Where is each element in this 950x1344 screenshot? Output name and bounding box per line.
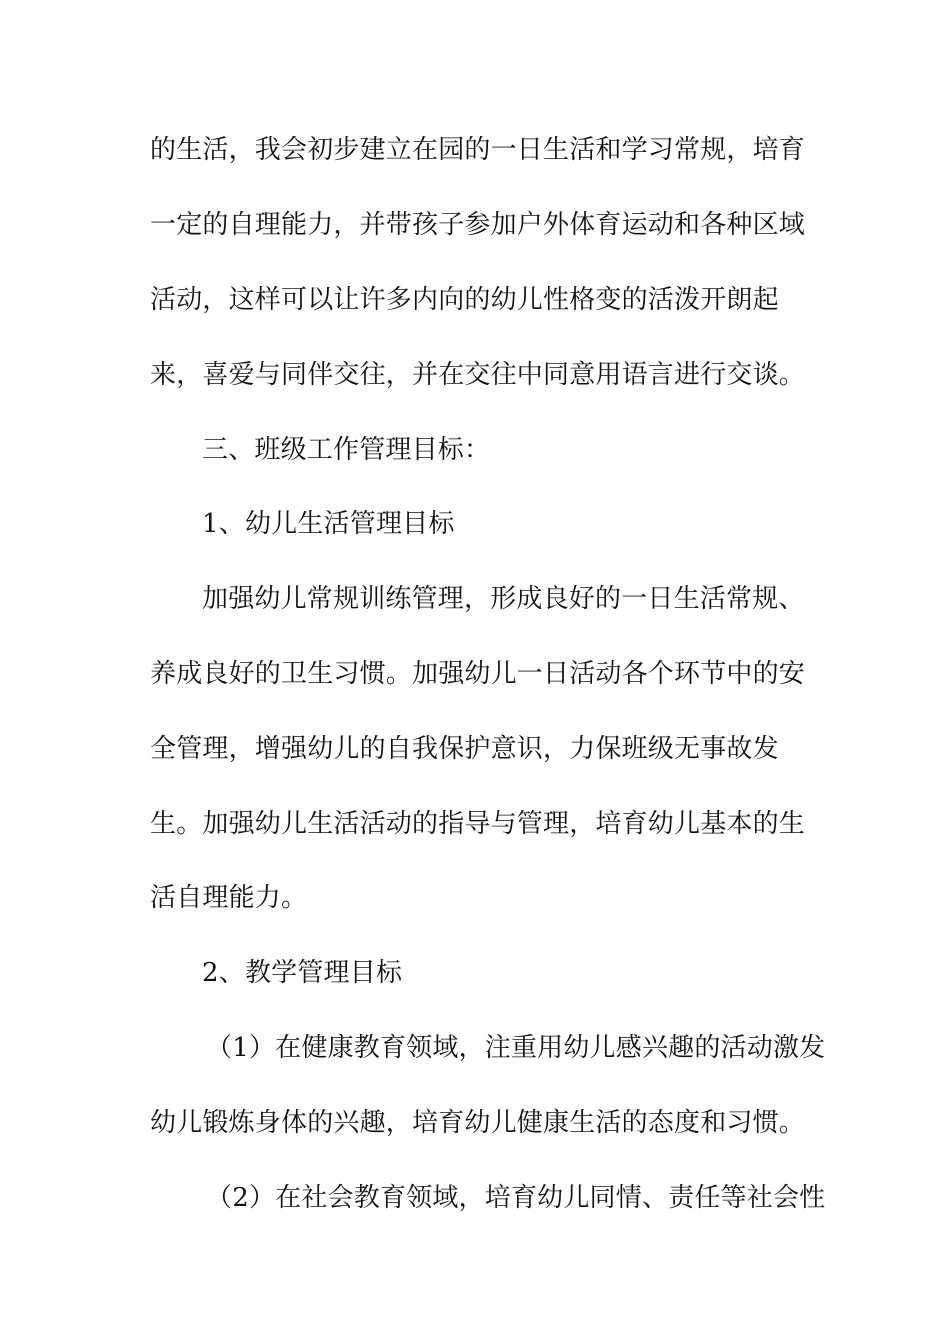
text-line: 全管理，增强幼儿的自我保护意识，力保班级无事故发 bbox=[150, 734, 779, 764]
text-line: 活动，这样可以让许多内向的幼儿性格变的活泼开朗起 bbox=[150, 285, 779, 315]
text-line: 一定的自理能力，并带孩子参加户外体育运动和各种区域 bbox=[150, 210, 806, 240]
text-line: 养成良好的卫生习惯。加强幼儿一日活动各个环节中的安 bbox=[150, 659, 806, 689]
text-line: 幼儿锻炼身体的兴趣，培育幼儿健康生活的态度和习惯。 bbox=[150, 1108, 806, 1138]
text-line: 的生活，我会初步建立在园的一日生活和学习常规，培育 bbox=[150, 135, 806, 165]
text-line: 来，喜爱与同伴交往，并在交往中同意用语言进行交谈。 bbox=[150, 360, 806, 390]
text-line: （2）在社会教育领域，培育幼儿同情、责任等社会性 bbox=[206, 1183, 826, 1213]
subsection-heading: 1、幼儿生活管理目标 bbox=[202, 509, 455, 539]
text-line: 活自理能力。 bbox=[150, 883, 308, 913]
text-line: 加强幼儿常规训练管理，形成良好的一日生活常规、 bbox=[202, 584, 805, 614]
text-line: 生。加强幼儿生活活动的指导与管理，培育幼儿基本的生 bbox=[150, 809, 806, 839]
section-heading: 三、班级工作管理目标： bbox=[202, 435, 491, 465]
text-line: （1）在健康教育领域，注重用幼儿感兴趣的活动激发 bbox=[206, 1033, 826, 1063]
subsection-heading: 2、教学管理目标 bbox=[202, 958, 403, 988]
